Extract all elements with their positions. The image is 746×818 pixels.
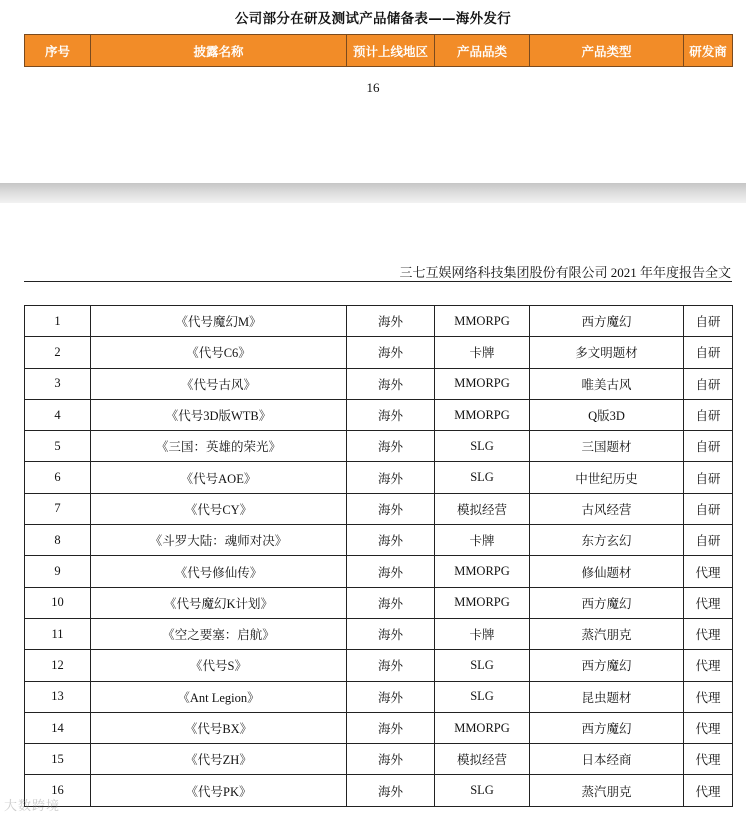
cell-developer: 代理 — [684, 681, 733, 712]
cell-region: 海外 — [347, 587, 435, 618]
table-row — [25, 618, 733, 649]
page-number: 16 — [366, 80, 380, 95]
cell-name: 《代号3D版WTB》 — [91, 399, 347, 430]
cell-name: 《空之要塞：启航》 — [91, 618, 347, 649]
cell-name: 《代号ZH》 — [91, 744, 347, 775]
cell-type: 西方魔幻 — [530, 306, 684, 337]
cell-developer: 代理 — [684, 775, 733, 806]
header-rule — [24, 281, 732, 282]
table-row — [25, 587, 733, 618]
cell-number: 1 — [25, 306, 91, 337]
cell-region: 海外 — [347, 399, 435, 430]
cell-developer: 自研 — [684, 493, 733, 524]
cell-category: SLG — [435, 681, 530, 712]
table-row — [25, 431, 733, 462]
table-row — [25, 744, 733, 775]
cell-type: 三国题材 — [530, 431, 684, 462]
cell-type: 中世纪历史 — [530, 462, 684, 493]
cell-developer: 代理 — [684, 712, 733, 743]
table-row — [25, 525, 733, 556]
document-title: 公司部分在研及测试产品储备表——海外发行 — [235, 11, 511, 27]
cell-name: 《斗罗大陆：魂师对决》 — [91, 525, 347, 556]
table-row — [25, 337, 733, 368]
cell-region: 海外 — [347, 712, 435, 743]
cell-region: 海外 — [347, 650, 435, 681]
cell-name: 《代号C6》 — [91, 337, 347, 368]
table-row — [25, 399, 733, 430]
cell-name: 《代号S》 — [91, 650, 347, 681]
cell-type: 多文明题材 — [530, 337, 684, 368]
cell-name: 《代号BX》 — [91, 712, 347, 743]
cell-region: 海外 — [347, 337, 435, 368]
cell-type: 昆虫题材 — [530, 681, 684, 712]
cell-category: 模拟经营 — [435, 744, 530, 775]
cell-developer: 代理 — [684, 650, 733, 681]
column-header: 产品品类 — [435, 35, 530, 67]
table-header — [24, 34, 733, 67]
cell-region: 海外 — [347, 462, 435, 493]
cell-developer: 代理 — [684, 744, 733, 775]
cell-category: MMORPG — [435, 712, 530, 743]
cell-number: 8 — [25, 525, 91, 556]
table-row — [25, 368, 733, 399]
cell-type: Q版3D — [530, 399, 684, 430]
cell-region: 海外 — [347, 744, 435, 775]
cell-category: MMORPG — [435, 556, 530, 587]
cell-name: 《代号PK》 — [91, 775, 347, 806]
cell-number: 15 — [25, 744, 91, 775]
cell-type: 东方玄幻 — [530, 525, 684, 556]
cell-number: 9 — [25, 556, 91, 587]
cell-region: 海外 — [347, 775, 435, 806]
cell-number: 4 — [25, 399, 91, 430]
cell-name: 《代号AOE》 — [91, 462, 347, 493]
cell-name: 《Ant Legion》 — [91, 681, 347, 712]
cell-category: MMORPG — [435, 587, 530, 618]
cell-developer: 代理 — [684, 587, 733, 618]
cell-type: 古风经营 — [530, 493, 684, 524]
cell-category: SLG — [435, 650, 530, 681]
column-header: 研发商 — [684, 35, 733, 67]
cell-name: 《代号修仙传》 — [91, 556, 347, 587]
cell-region: 海外 — [347, 306, 435, 337]
cell-type: 日本经商 — [530, 744, 684, 775]
cell-name: 《三国：英雄的荣光》 — [91, 431, 347, 462]
cell-region: 海外 — [347, 556, 435, 587]
cell-developer: 代理 — [684, 618, 733, 649]
cell-number: 6 — [25, 462, 91, 493]
table-row — [25, 775, 733, 806]
cell-number: 11 — [25, 618, 91, 649]
cell-category: SLG — [435, 775, 530, 806]
cell-number: 10 — [25, 587, 91, 618]
column-header: 披露名称 — [91, 35, 347, 67]
cell-category: 卡牌 — [435, 525, 530, 556]
cell-type: 修仙题材 — [530, 556, 684, 587]
cell-category: MMORPG — [435, 306, 530, 337]
cell-name: 《代号魔幻M》 — [91, 306, 347, 337]
cell-region: 海外 — [347, 368, 435, 399]
cell-name: 《代号CY》 — [91, 493, 347, 524]
header-row — [25, 35, 733, 67]
table-row — [25, 556, 733, 587]
column-header: 产品类型 — [530, 35, 684, 67]
cell-region: 海外 — [347, 493, 435, 524]
page-break — [0, 183, 746, 203]
cell-type: 西方魔幻 — [530, 587, 684, 618]
table-row — [25, 712, 733, 743]
cell-region: 海外 — [347, 681, 435, 712]
watermark: 大数跨境 — [4, 799, 61, 814]
cell-type: 唯美古风 — [530, 368, 684, 399]
cell-developer: 代理 — [684, 556, 733, 587]
cell-type: 西方魔幻 — [530, 650, 684, 681]
cell-developer: 自研 — [684, 337, 733, 368]
cell-category: SLG — [435, 431, 530, 462]
product-table — [24, 305, 733, 807]
table-row — [25, 650, 733, 681]
table-row — [25, 306, 733, 337]
cell-name: 《代号魔幻K计划》 — [91, 587, 347, 618]
cell-number: 3 — [25, 368, 91, 399]
cell-region: 海外 — [347, 525, 435, 556]
cell-developer: 自研 — [684, 431, 733, 462]
cell-developer: 自研 — [684, 462, 733, 493]
table-row — [25, 493, 733, 524]
column-header: 序号 — [25, 35, 91, 67]
column-header: 预计上线地区 — [347, 35, 435, 67]
cell-category: SLG — [435, 462, 530, 493]
cell-category: MMORPG — [435, 399, 530, 430]
cell-type: 蒸汽朋克 — [530, 618, 684, 649]
cell-developer: 自研 — [684, 368, 733, 399]
cell-type: 蒸汽朋克 — [530, 775, 684, 806]
table-row — [25, 681, 733, 712]
cell-region: 海外 — [347, 618, 435, 649]
cell-name: 《代号古风》 — [91, 368, 347, 399]
cell-number: 14 — [25, 712, 91, 743]
cell-developer: 自研 — [684, 525, 733, 556]
cell-number: 5 — [25, 431, 91, 462]
running-header: 三七互娱网络科技集团股份有限公司 2021 年年度报告全文 — [399, 265, 731, 280]
cell-category: 卡牌 — [435, 337, 530, 368]
cell-number: 16 — [25, 775, 91, 806]
cell-category: 模拟经营 — [435, 493, 530, 524]
cell-number: 12 — [25, 650, 91, 681]
table-row — [25, 462, 733, 493]
cell-category: MMORPG — [435, 368, 530, 399]
cell-number: 7 — [25, 493, 91, 524]
cell-developer: 自研 — [684, 399, 733, 430]
cell-category: 卡牌 — [435, 618, 530, 649]
cell-type: 西方魔幻 — [530, 712, 684, 743]
table-body — [25, 306, 733, 807]
cell-number: 13 — [25, 681, 91, 712]
cell-developer: 自研 — [684, 306, 733, 337]
cell-region: 海外 — [347, 431, 435, 462]
cell-number: 2 — [25, 337, 91, 368]
